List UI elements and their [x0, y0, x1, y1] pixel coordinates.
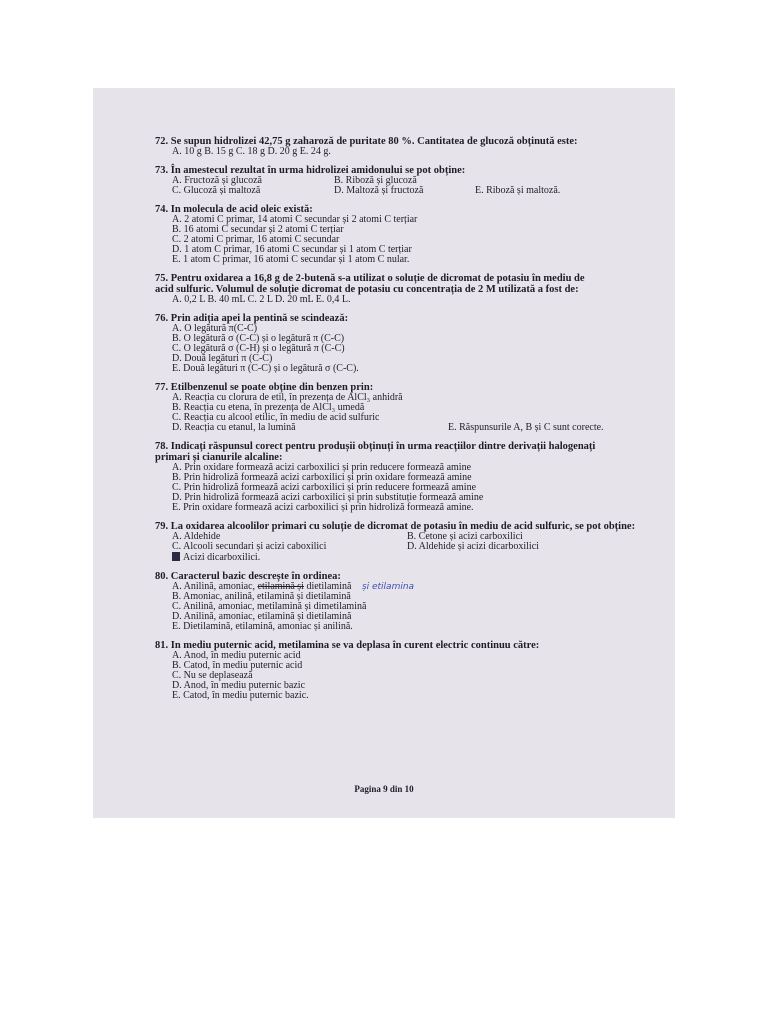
option-d: D. Anod, în mediu puternic bazic: [172, 680, 306, 691]
option-a: A. Prin oxidare formează acizi carboxilici și prin reducere formează amine: [172, 462, 472, 473]
option-d: D. Două legături π (C-C): [172, 353, 273, 364]
question-title: 80. Caracterul bazic descrește în ordinea:: [155, 571, 341, 582]
option-e: E. Riboză și maltoză.: [475, 185, 561, 196]
question-title: 79. La oxidarea alcoolilor primari cu soluție de dicromat de potasiu în mediu de acid sulfuric, se pot obține:: [155, 521, 636, 532]
option-d: D. Prin hidroliză formează acizi carboxilici și prin substituție formează amine: [172, 492, 484, 503]
option-a: A. Fructoză și glucoză: [172, 175, 262, 186]
option-a: A. O legătură π(C-C): [172, 323, 258, 334]
option-e: E. Dietilamină, etilamină, amoniac și anilină.: [172, 621, 353, 632]
option-a-prefix: A. Anilină, amoniac,: [172, 581, 256, 592]
strikethrough-text: etilamină și: [257, 581, 304, 592]
option-a: A. Anod, în mediu puternic acid: [172, 650, 301, 661]
option-e: E. 1 atom C primar, 16 atomi C secundar și 1 atom C nular.: [172, 254, 410, 265]
question-72: [155, 136, 655, 157]
option-b: B. Reacția cu etena, în prezența de AlCl₃ umedă: [172, 402, 365, 413]
option-e: E. Prin oxidare formează acizi carboxilici și prin hidroliză formează amine.: [172, 502, 474, 513]
option-d: D. 1 atom C primar, 16 atomi C secundar și 1 atom C terțiar: [172, 244, 412, 255]
answer-options: A. 0,2 L B. 40 mL C. 2 L D. 20 mL E. 0,4 L.: [172, 294, 351, 305]
question-title: 72. Se supun hidrolizei 42,75 g zaharoză de puritate 80 %. Cantitatea de glucoză obținută este:: [155, 136, 578, 147]
question-title: 75. Pentru oxidarea a 16,8 g de 2-butenă s-a utilizat o soluție de dicromat de potasiu în mediu de acid sulfuric. Volumul de soluție dicromat de potasiu cu concentrația de 2 M utilizată a fost de:: [155, 273, 585, 295]
option-b: B. Catod, în mediu puternic acid: [172, 660, 303, 671]
option-b: B. Prin hidroliză formează acizi carboxilici și prin oxidare formează amine: [172, 472, 472, 483]
answer-options: A. 10 g B. 15 g C. 18 g D. 20 g E. 24 g.: [172, 146, 331, 157]
option-b: B. Amoniac, anilină, etilamină și dietilamină: [172, 591, 351, 602]
option-a: A. 2 atomi C primar, 14 atomi C secundar și 2 atomi C terțiar: [172, 214, 418, 225]
question-title: 74. In molecula de acid oleic există:: [155, 204, 313, 215]
option-c: C. Nu se deplasează: [172, 670, 253, 681]
answer-mark-icon: [172, 552, 180, 561]
option-c: C. Glucoză și maltoză: [172, 185, 261, 196]
exam-questions: [155, 136, 655, 709]
option-c: C. Alcooli secundari și acizi caboxilici: [172, 541, 327, 552]
question-73: [155, 165, 655, 196]
question-title: 76. Prin adiția apei la pentină se scindează:: [155, 313, 349, 324]
option-c: C. Prin hidroliză formează acizi carboxilici și prin reducere formează amine: [172, 482, 477, 493]
page-number: Pagina 9 din 10: [354, 784, 414, 794]
option-e: [172, 552, 655, 563]
option-e: E. Catod, în mediu puternic bazic.: [172, 690, 309, 701]
option-c: C. Reacția cu alcool etilic, în mediu de acid sulfuric: [172, 412, 380, 423]
option-c: C. Anilină, amoniac, metilamină și dimetilamină: [172, 601, 367, 612]
question-77: [155, 382, 655, 433]
option-c: C. 2 atomi C primar, 16 atomi C secundar: [172, 234, 340, 245]
option-d: D. Anilină, amoniac, etilamină și dietilamină: [172, 611, 352, 622]
question-title: 73. În amestecul rezultat în urma hidrolizei amidonului se pot obține:: [155, 165, 466, 176]
option-b: B. O legătură σ (C-C) și o legătură π (C-C): [172, 333, 345, 344]
option-e: E. Răspunsurile A, B și C sunt corecte.: [448, 422, 604, 433]
option-d: D. Reacția cu etanul, la lumină: [172, 422, 296, 433]
option-a-suffix: dietilamină: [306, 581, 352, 592]
question-74: [155, 204, 655, 265]
option-b: B. 16 atomi C secundar și 2 atomi C terțiar: [172, 224, 344, 235]
handwritten-note: și etilamina: [361, 582, 415, 592]
option-b: B. Cetone și acizi carboxilici: [407, 531, 523, 542]
question-78: [155, 441, 655, 513]
option-e-text: Acizi dicarboxilici.: [183, 552, 261, 563]
scanned-page: [93, 88, 675, 818]
question-76: [155, 313, 655, 374]
option-a: A. Aldehide: [172, 531, 221, 542]
question-title: 78. Indicați răspunsul corect pentru produșii obținuți în urma reacțiilor dintre derivații halogenați primari și cianurile alcaline:: [155, 441, 596, 463]
option-b: B. Riboză și glucoză: [334, 175, 417, 186]
option-e: E. Două legături π (C-C) și o legătură σ (C-C).: [172, 363, 359, 374]
question-79: [155, 521, 655, 563]
option-a: A. Reacția cu clorura de etil, în prezența de AlCl₃ anhidră: [172, 392, 403, 403]
option-d: D. Aldehide și acizi dicarboxilici: [407, 541, 539, 552]
question-80: [155, 571, 655, 632]
option-d: D. Maltoză și fructoză: [334, 185, 424, 196]
question-title: 77. Etilbenzenul se poate obține din benzen prin:: [155, 382, 374, 393]
question-75: [155, 273, 655, 305]
question-title: 81. In mediu puternic acid, metilamina se va deplasa în curent electric continuu către:: [155, 640, 540, 651]
question-81: [155, 640, 655, 701]
option-c: C. O legătură σ (C-H) și o legătură π (C-C): [172, 343, 345, 354]
